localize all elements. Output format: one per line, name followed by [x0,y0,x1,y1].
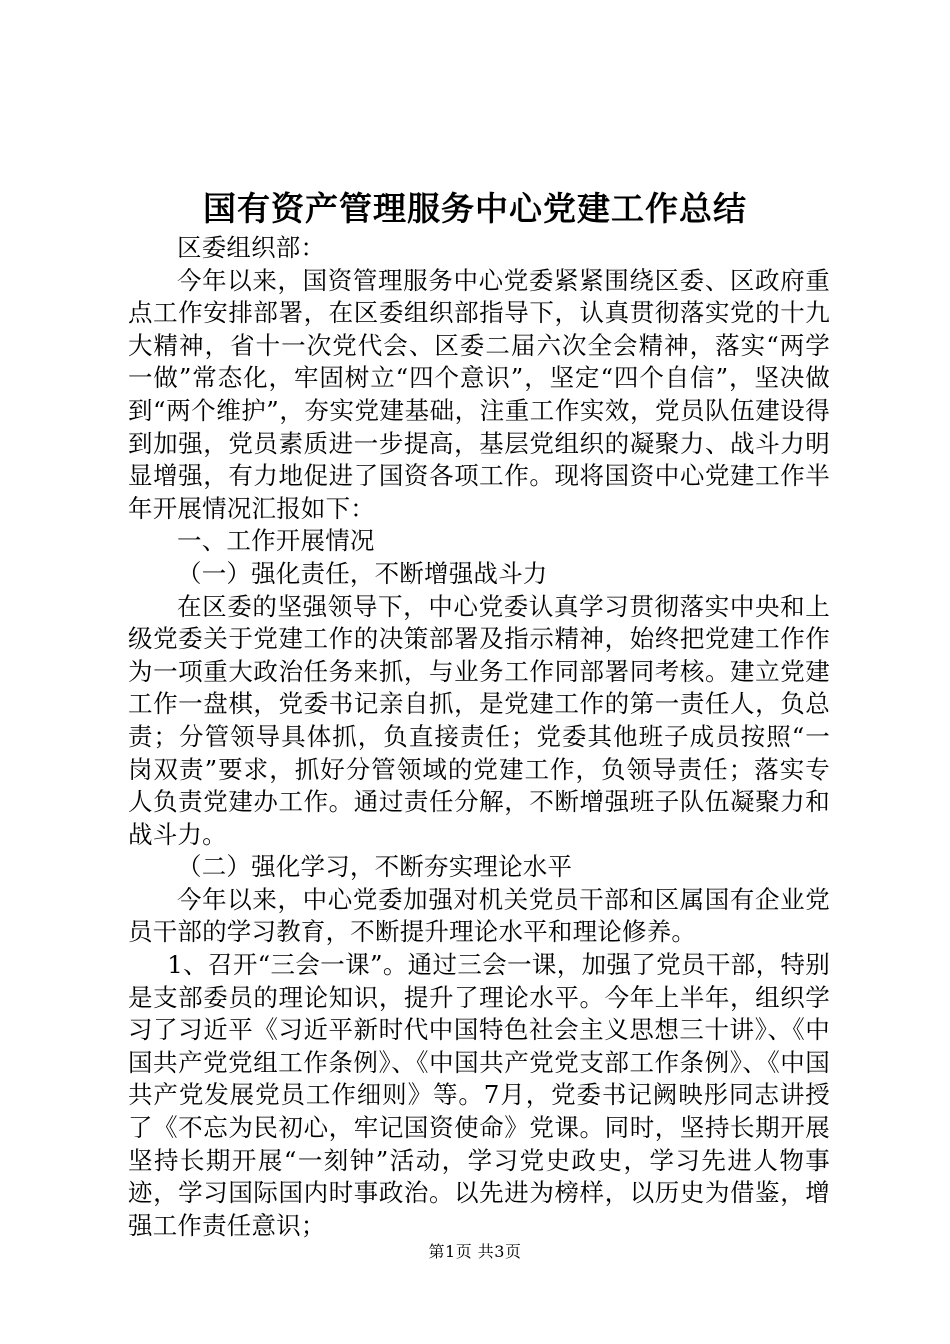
paragraph-sub1-body: 在区委的坚强领导下，中心党委认真学习贯彻落实中央和上级党委关于党建工作的决策部署及指示精神，始终把党建工作作为一项重大政治任务来抓，与业务工作同部署同考核。建立党建工作一盘棋，党委书记亲自抓，是党建工作的第一责任人，负总责；分管领导具体抓，负直接责任；党委其他班子成员按照“一岗双责”要求，抓好分管领域的党建工作，负领导责任；落实专人负责党建办工作。通过责任分解，不断增强班子队伍凝聚力和战斗力。 [128,591,830,849]
section-heading-1: 一、工作开展情况 [177,526,375,556]
salutation: 区委组织部： [177,233,326,262]
document-body [128,232,830,1242]
subsection-heading-1: （一）强化责任，不断增强战斗力 [177,558,548,588]
subsection-heading-2: （二）强化学习，不断夯实理论水平 [177,852,573,882]
document-title: 国有资产管理服务中心党建工作总结 [203,189,747,228]
paragraph-sub2-body: 今年以来，中心党委加强对机关党员干部和区属国有企业党员干部的学习教育，不断提升理论水平和理论修养。 [128,884,830,947]
paragraph-item-1: 1、召开“三会一课”。通过三会一课，加强了党员干部，特别是支部委员的理论知识，提升了理论水平。今年上半年，组织学习了习近平《习近平新时代中国特色社会主义思想三十讲》、《中国共产党党组工作条例》、《中国共产党党支部工作条例》、《中国共产党发展党员工作细则》等。7月，党委书记阙映彤同志讲授了《不忘为民初心，牢记国资使命》党课。同时，坚持长期开展坚持长期开展“一刻钟”活动，学习党史政史，学习先进人物事迹，学习国际国内时事政治。以先进为榜样，以历史为借鉴，增强工作责任意识； [128,950,830,1240]
paragraph-intro: 今年以来，国资管理服务中心党委紧紧围绕区委、区政府重点工作安排部署，在区委组织部指导下，认真贯彻落实党的十九大精神，省十一次党代会、区委二届六次全会精神，落实“两学一做”常态化，牢固树立“四个意识”，坚定“四个自信”，坚决做到“两个维护”，夯实党建基础，注重工作实效，党员队伍建设得到加强，党员素质进一步提高，基层党组织的凝聚力、战斗力明显增强，有力地促进了国资各项工作。现将国资中心党建工作半年开展情况汇报如下： [128,265,830,523]
page-footer: 第1页 共3页 [428,1242,522,1261]
